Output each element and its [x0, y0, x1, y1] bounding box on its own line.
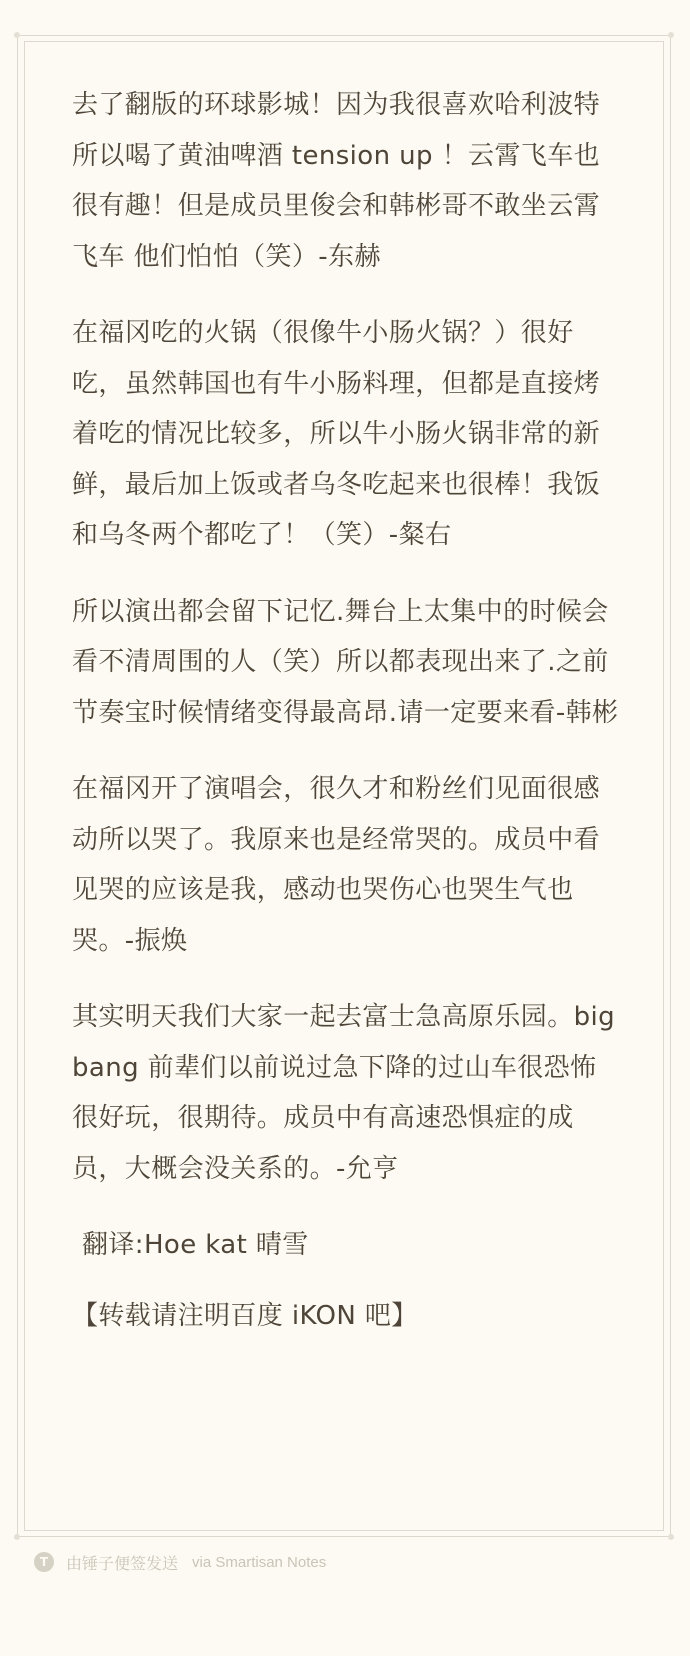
via-smartisan-label: via Smartisan Notes — [192, 1553, 327, 1571]
repost-notice: 【转载请注明百度 iKON 吧】 — [72, 1300, 418, 1331]
frame-corner-dot — [668, 1534, 674, 1540]
note-paragraph-jinhwan: 在福冈开了演唱会，很久才和粉丝们见面很感动所以哭了。我原来也是经常哭的。成员中看见哭的应该是我，感动也哭伤心也哭生气也哭。-振焕 — [72, 774, 601, 956]
frame-corner-dot — [668, 32, 674, 38]
smartisan-t-icon: T — [34, 1552, 54, 1572]
frame-corner-dot — [14, 32, 20, 38]
note-paragraph-yunhyeong: 其实明天我们大家一起去富士急高原乐园。bigbang 前辈们以前说过急下降的过山车很恐怖很好玩，很期待。成员中有高速恐惧症的成员，大概会没关系的。-允亨 — [72, 1002, 616, 1184]
note-paragraph-chanwoo: 在福冈吃的火锅（很像牛小肠火锅？）很好吃，虽然韩国也有牛小肠料理，但都是直接烤着吃的情况比较多，所以牛小肠火锅非常的新鲜，最后加上饭或者乌冬吃起来也很棒！我饭和乌冬两个都吃了！（笑）-粲右 — [72, 318, 601, 550]
note-paragraph-donghyuk: 去了翻版的环球影城！因为我很喜欢哈利波特所以喝了黄油啤酒 tension up ！云霄飞车也很有趣！但是成员里俊会和韩彬哥不敢坐云霄飞车 他们怕怕（笑）-东赫 — [72, 90, 601, 272]
note-paragraph-hanbin: 所以演出都会留下记忆.舞台上太集中的时候会看不清周围的人（笑）所以都表现出来了.之前节奏宝时候情绪变得最高昂.请一定要来看-韩彬 — [72, 596, 619, 728]
translator-credit: 翻译:Hoe kat 晴雪 — [82, 1230, 309, 1260]
sent-from-label: 由锤子便签发送 — [66, 1553, 179, 1573]
note-content — [72, 80, 620, 1341]
note-footer — [34, 1551, 326, 1573]
frame-corner-dot — [14, 1534, 20, 1540]
